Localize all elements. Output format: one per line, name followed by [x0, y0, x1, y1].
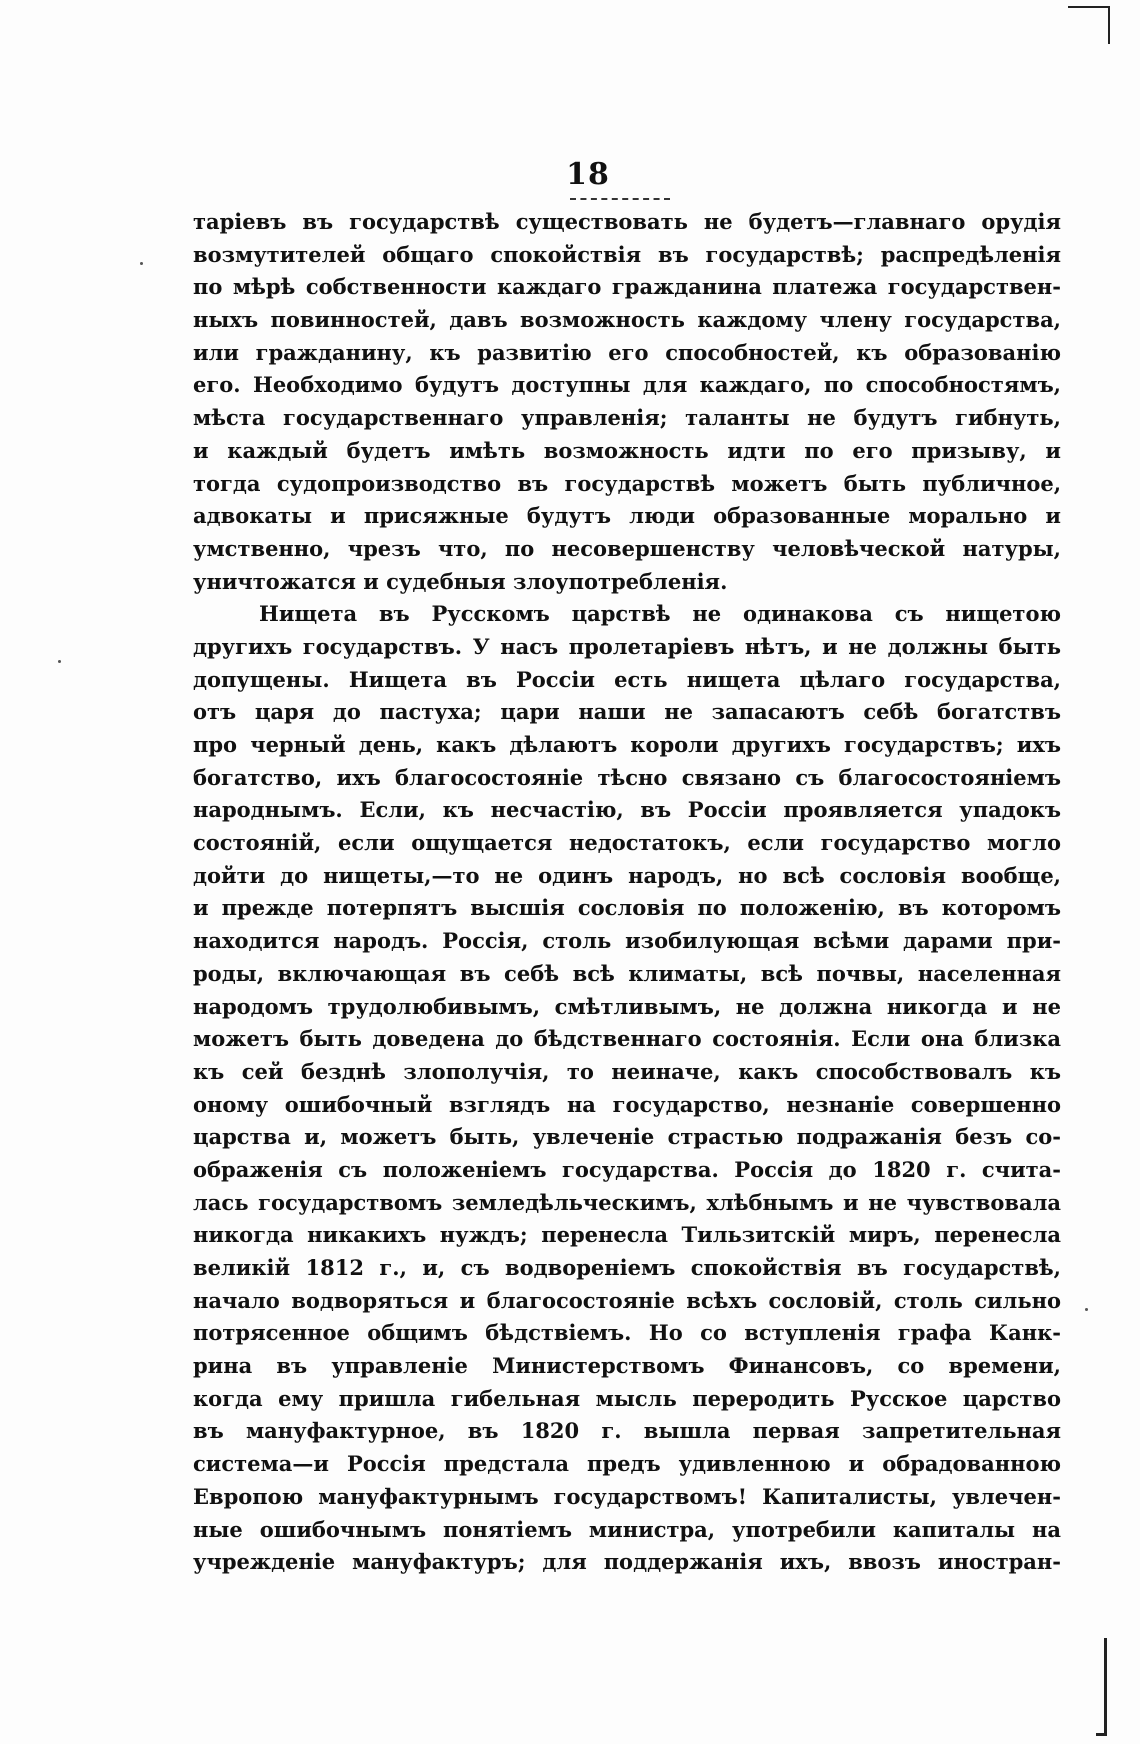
- text-line: возмутителей общаго спокойствія въ государствѣ; распредѣленія: [193, 241, 1061, 267]
- text-line: царства и, можетъ быть, увлеченіе страстью подражанія безъ со-: [193, 1124, 1061, 1150]
- text-line: никогда никакихъ нуждъ; перенесла Тильзитскій миръ, перенесла: [193, 1222, 1061, 1248]
- text-line: ные ошибочнымъ понятіемъ министра, употребили капиталы на: [193, 1516, 1061, 1542]
- paragraph-2: [193, 598, 1061, 1579]
- scan-speck: [1085, 1308, 1088, 1311]
- text-line: дойти до нищеты,—то не одинъ народъ, но всѣ сословія вообще,: [193, 862, 1061, 888]
- text-line: умственно, чрезъ что, по несовершенству человѣческой натуры,: [193, 535, 1061, 561]
- text-line: ныхъ повинностей, давъ возможность каждому члену государства,: [193, 307, 1061, 333]
- text-line: роды, включающая въ себѣ всѣ климаты, всѣ почвы, населенная: [193, 960, 1061, 986]
- text-line: когда ему пришла гибельная мысль переродить Русское царство: [193, 1385, 1061, 1411]
- text-line: по мѣрѣ собственности каждаго гражданина платежа государствен-: [193, 274, 1061, 300]
- text-line: Европою мануфактурнымъ государствомъ! Капиталисты, увлечен-: [193, 1483, 1061, 1509]
- page-number: 18: [566, 157, 610, 192]
- scan-speck: [58, 660, 61, 663]
- text-line: другихъ государствъ. У насъ пролетаріевъ нѣтъ, и не должны быть: [193, 633, 1061, 659]
- text-line: отъ царя до пастуха; цари наши не запасаютъ себѣ богатствъ: [193, 699, 1061, 725]
- text-line: состояній, если ощущается недостатокъ, если государство могло: [193, 830, 1061, 856]
- text-line: оному ошибочный взглядъ на государство, незнаніе совершенно: [193, 1091, 1061, 1117]
- text-line: про черный день, какъ дѣлаютъ короли другихъ государствъ; ихъ: [193, 732, 1061, 757]
- scan-speck: [140, 262, 143, 265]
- text-line: богатство, ихъ благосостояніе тѣсно связано съ благосостояніемъ: [193, 764, 1061, 790]
- text-line: народомъ трудолюбивымъ, смѣтливымъ, не должна никогда и не: [193, 993, 1061, 1019]
- text-line: потрясенное общимъ бѣдствіемъ. Но со вступленія графа Канк-: [193, 1320, 1061, 1346]
- scan-corner-mark-bottom: [1096, 1638, 1107, 1736]
- text-line: находится народъ. Россія, столь изобилующая всѣми дарами при-: [193, 928, 1061, 954]
- text-line: въ мануфактурное, въ 1820 г. вышла первая запретительная: [193, 1418, 1061, 1444]
- paragraph-1: [193, 206, 1061, 598]
- text-line: мѣста государственнаго управленія; таланты не будутъ гибнуть,: [193, 405, 1061, 431]
- text-line: Нищета въ Русскомъ царствѣ не одинакова съ нищетою: [259, 601, 1061, 627]
- text-line: лась государствомъ земледѣльческимъ, хлѣбнымъ и не чувствовала: [193, 1189, 1061, 1215]
- text-line: его. Необходимо будутъ доступны для каждаго, по способностямъ,: [193, 372, 1061, 398]
- page-number-underline: [570, 198, 670, 200]
- text-line: начало водворяться и благосостояніе всѣхъ сословій, столь сильно: [193, 1287, 1061, 1313]
- text-line: къ сей безднѣ злополучія, то неиначе, какъ способствовалъ къ: [193, 1058, 1061, 1084]
- text-line: рина въ управленіе Министерствомъ Финансовъ, со времени,: [193, 1353, 1061, 1379]
- text-line: учрежденіе мануфактуръ; для поддержанія ихъ, ввозъ иностран-: [193, 1549, 1061, 1575]
- text-line: великій 1812 г., и, съ водвореніемъ спокойствія въ государствѣ,: [193, 1255, 1061, 1280]
- text-line: таріевъ въ государствѣ существовать не будетъ—главнаго орудія: [193, 209, 1061, 234]
- text-line: и каждый будетъ имѣть возможность идти по его призыву, и: [193, 437, 1061, 463]
- body-text: [193, 206, 1061, 1579]
- text-line: уничтожатся и судебныя злоупотребленія.: [193, 568, 728, 594]
- text-line: адвокаты и присяжные будутъ люди образованные морально и: [193, 503, 1061, 529]
- text-line: или гражданину, къ развитію его способностей, къ образованію: [193, 339, 1061, 365]
- text-line: народнымъ. Если, къ несчастію, въ Россіи проявляется упадокъ: [193, 797, 1061, 823]
- text-line: можетъ быть доведена до бѣдственнаго состоянія. Если она близка: [193, 1026, 1061, 1052]
- text-line: тогда судопроизводство въ государствѣ можетъ быть публичное,: [193, 470, 1061, 496]
- text-line: ображенія съ положеніемъ государства. Россія до 1820 г. счита-: [193, 1156, 1061, 1182]
- scan-corner-mark-top: [1068, 6, 1110, 44]
- text-line: допущены. Нищета въ Россіи есть нищета цѣлаго государства,: [193, 666, 1061, 692]
- text-line: система—и Россія предстала предъ удивленною и обрадованною: [193, 1451, 1061, 1477]
- text-line: и прежде потерпятъ высшія сословія по положенію, въ которомъ: [193, 895, 1061, 921]
